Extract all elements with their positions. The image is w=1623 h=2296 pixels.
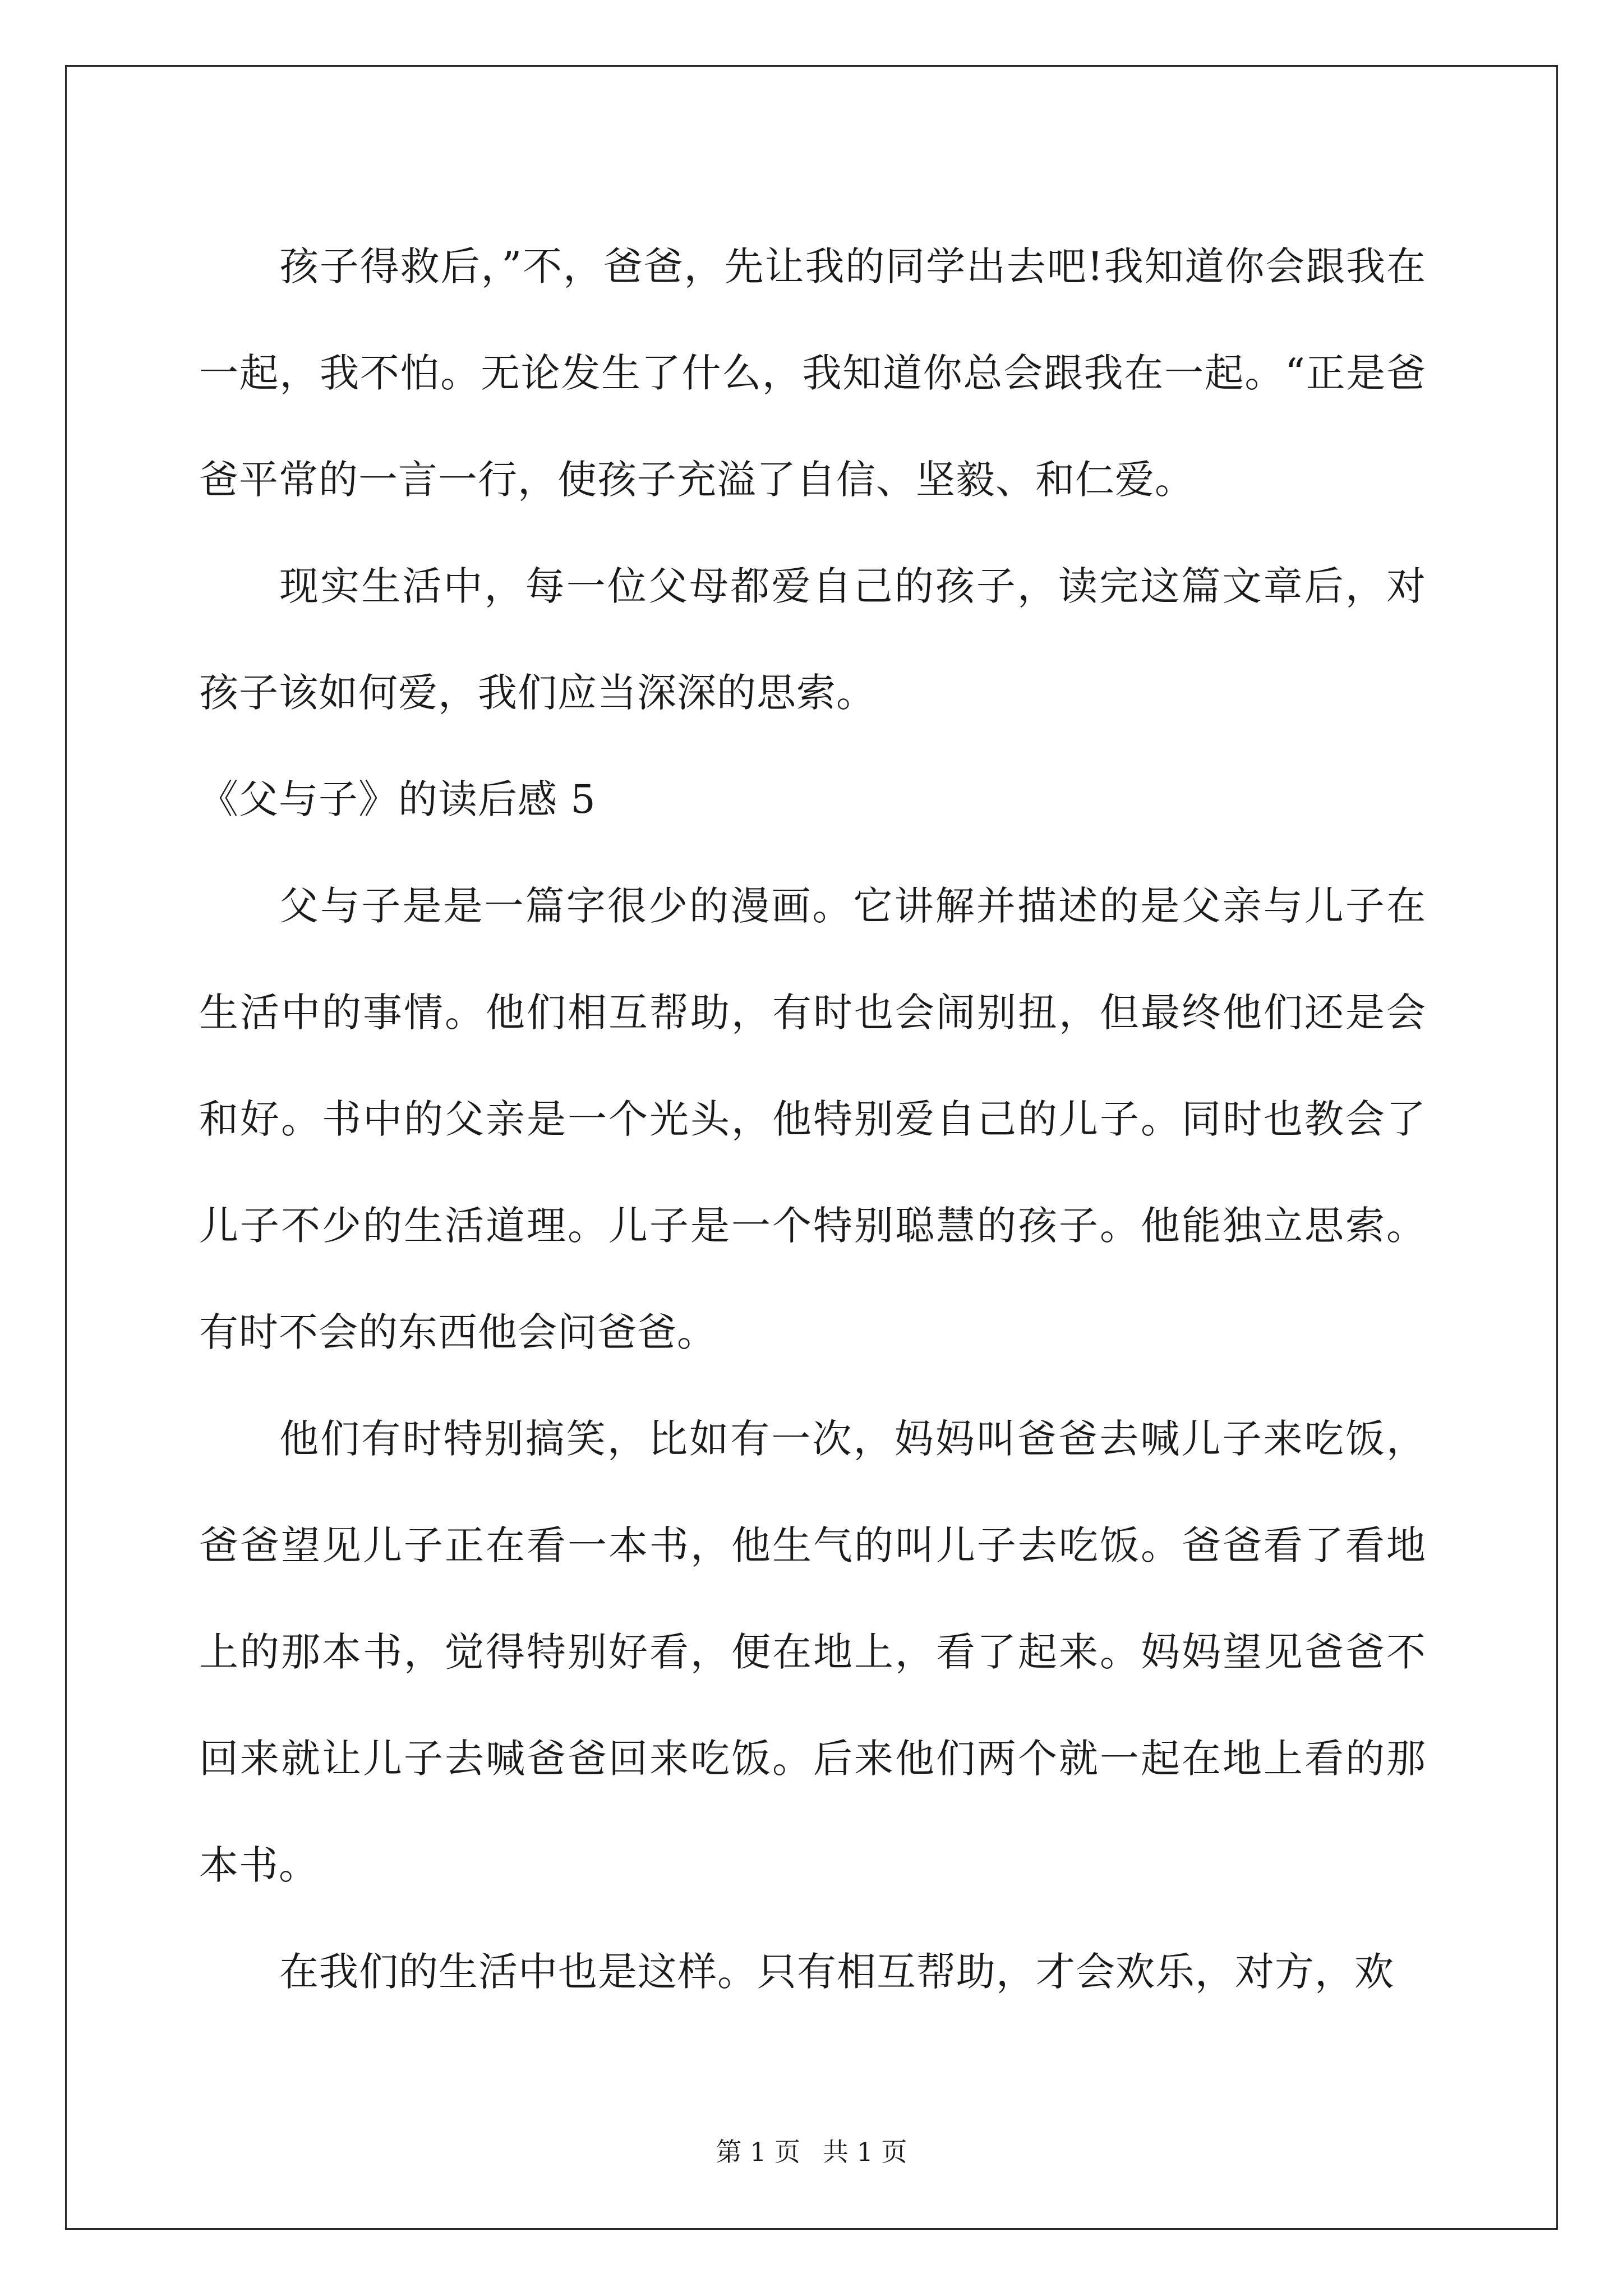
paragraph: 孩子得救后，”不，爸爸，先让我的同学出去吧!我知道你会跟我在一起，我不怕。无论发生了什么，我知道你总会跟我在一起。“正是爸爸平常的一言一行，使孩子充溢了自信、坚毅、和仁爱。 bbox=[199, 243, 1426, 503]
page-footer bbox=[0, 2132, 1623, 2169]
paragraph: 现实生活中，每一位父母都爱自己的孩子，读完这篇文章后，对孩子该如何爱，我们应当深深的思索。 bbox=[199, 563, 1426, 716]
section-heading: 《父与子》的读后感 5 bbox=[199, 776, 596, 822]
page-total: 共 1 页 bbox=[823, 2137, 907, 2167]
paragraph: 在我们的生活中也是这样。只有相互帮助，才会欢乐，对方，欢 bbox=[279, 1949, 1394, 1995]
document-body bbox=[199, 213, 1426, 2025]
paragraph: 他们有时特别搞笑，比如有一次，妈妈叫爸爸去喊儿子来吃饭，爸爸望见儿子正在看一本书，他生气的叫儿子去吃饭。爸爸看了看地上的那本书，觉得特别好看，便在地上，看了起来。妈妈望见爸爸不回来就让儿子去喊爸爸回来吃饭。后来他们两个就一起在地上看的那本书。 bbox=[199, 1416, 1426, 1888]
page-number: 第 1 页 bbox=[716, 2137, 800, 2167]
paragraph: 父与子是是一篇字很少的漫画。它讲解并描述的是父亲与儿子在生活中的事情。他们相互帮助，有时也会闹别扭，但最终他们还是会和好。书中的父亲是一个光头，他特别爱自己的儿子。同时也教会了儿子不少的生活道理。儿子是一个特别聪慧的孩子。他能独立思索。有时不会的东西他会问爸爸。 bbox=[199, 883, 1426, 1355]
